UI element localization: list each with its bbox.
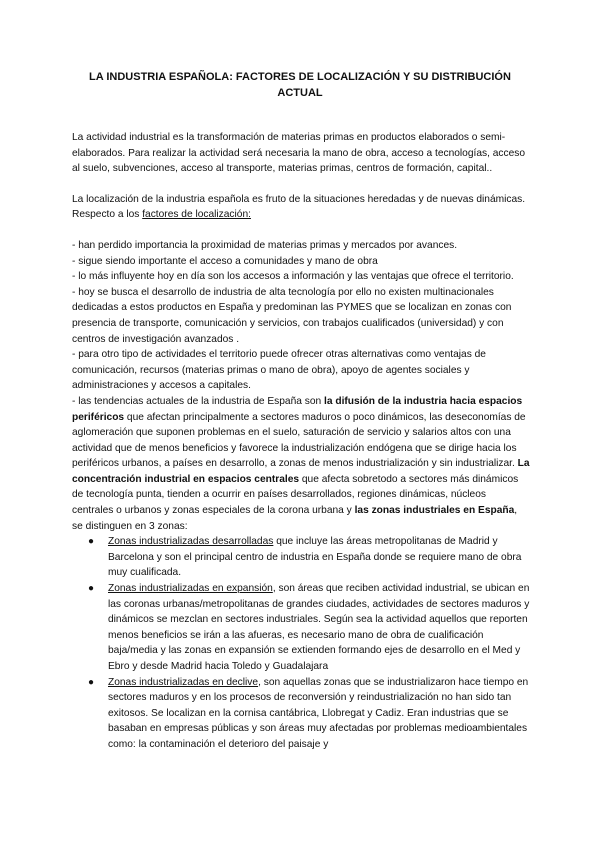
- zones-list: [72, 534, 530, 752]
- zone-item: [72, 534, 530, 581]
- point-item: - para otro tipo de actividades el territorio puede ofrecer otras alternativas como ventajas de comunicación, recursos (materias primas o mano de obra), apoyo de agentes sociales y administraciones y accesos a capitales.: [72, 349, 486, 392]
- zone-name: Zonas industrializadas desarrolladas: [108, 536, 274, 548]
- zone-name: Zonas industrializadas en declive: [108, 676, 259, 688]
- zone-item: [72, 581, 530, 675]
- zone-text: que incluye las áreas metropolitanas de Madrid y Barcelona y son el principal centro de industria en España donde se requiere mano de obra muy cualificada.: [108, 536, 522, 579]
- tendencias-bold: La concentración industrial en espacios centrales: [72, 458, 530, 485]
- bullet-icon: ●: [88, 583, 95, 595]
- tendencias-text: que afecta sobretodo a sectores más dinámicos de tecnología punta, tienden a ocurrir en países desarrollados, regiones dinámicas, núcleos centrales o urbanos y zonas especiales de la corona urbana y: [72, 473, 519, 517]
- tendencias-paragraph: [72, 394, 530, 534]
- point-item: - han perdido importancia la proximidad de materias primas y mercados por avances.: [72, 239, 458, 251]
- point-item: - sigue siendo importante el acceso a comunidades y mano de obra: [72, 255, 378, 267]
- tendencias-text: que afectan principalmente a sectores maduros o poco dinámicos, las deseconomías de aglomeración que suponen problemas en el suelo, saturación de servicio y salarios altos con una actividad que de menos beneficios y favorece la industrialización endógena que se dirige hacia los periféricos urbanos, a países en desarrollo, a zonas de menos industrialización y sin industrializar.: [72, 411, 526, 470]
- point-item: - hoy se busca el desarrollo de industria de alta tecnología por ello no existen multinacionales dedicadas a estos productos en España y predominan las PYMES que se localizan en zonas con presencia de transporte, comunicación y servicios, con trabajos cualificados (universidad) y con centros de investigación avanzados .: [72, 286, 512, 345]
- bullet-icon: ●: [88, 536, 95, 548]
- localizacion-factors-label: factores de localización:: [142, 209, 251, 221]
- localizacion-text: La localización de la industria española es fruto de la situaciones heredadas y de nuevas dinámicas. Respecto a los: [72, 193, 526, 221]
- zone-text: , son áreas que reciben actividad industrial, se ubican en las coronas urbanas/metropolitanas de grandes ciudades, actividades de sectores maduros y dinámicos se mezclan en sectores industriales. Según sea la actividad aquellos que reporten menos beneficios se irán a las afueras, es necesario mano de obra de cualificación baja/media y las zonas en expansión se extienden formando ejes de desarrollo en el Med y Ebro y desde Madrid hacia Toledo y Guadalajara: [108, 583, 530, 672]
- paragraph-gap: [72, 177, 530, 192]
- tendencias-bold: las zonas industriales en España: [354, 505, 515, 517]
- point-item: - lo más influyente hoy en día son los accesos a información y las ventajas que ofrece el territorio.: [72, 271, 514, 283]
- zone-name: Zonas industrializadas en expansión: [108, 583, 273, 595]
- intro-paragraph: La actividad industrial es la transformación de materias primas en productos elaborados o semi-elaborados. Para realizar la actividad será necesaria la mano de obra, acceso a tecnologías, acceso al suelo, subvenciones, acceso al transporte, materias primas, centros de formación, capital..: [72, 132, 526, 175]
- page-title: LA INDUSTRIA ESPAÑOLA: FACTORES DE LOCALIZACIÓN Y SU DISTRIBUCIÓN ACTUAL: [89, 71, 511, 99]
- tendencias-text: , se distinguen en 3 zonas:: [72, 505, 518, 532]
- zone-item: [72, 675, 530, 753]
- bullet-icon: ●: [88, 676, 95, 688]
- tendencias-text: - las tendencias actuales de la industria de España son: [72, 395, 325, 407]
- tendencias-bold: la difusión de la industria hacia espacios periféricos: [72, 395, 523, 423]
- localizacion-paragraph: [72, 192, 530, 223]
- zone-text: , son aquellas zonas que se industrializaron hace tiempo en sectores maduros y en los procesos de reconversión y reindustrialización no han sido tan exitosos. Se localizan en la cornisa cantábrica, Llobregat y Cadiz. Eran industrias que se basaban en empresas públicas y son áreas muy afectadas por problemas medioambientales como: la contaminación el deterioro del paisaje y: [108, 676, 529, 750]
- document-body: [72, 130, 530, 753]
- paragraph-gap: [72, 223, 530, 238]
